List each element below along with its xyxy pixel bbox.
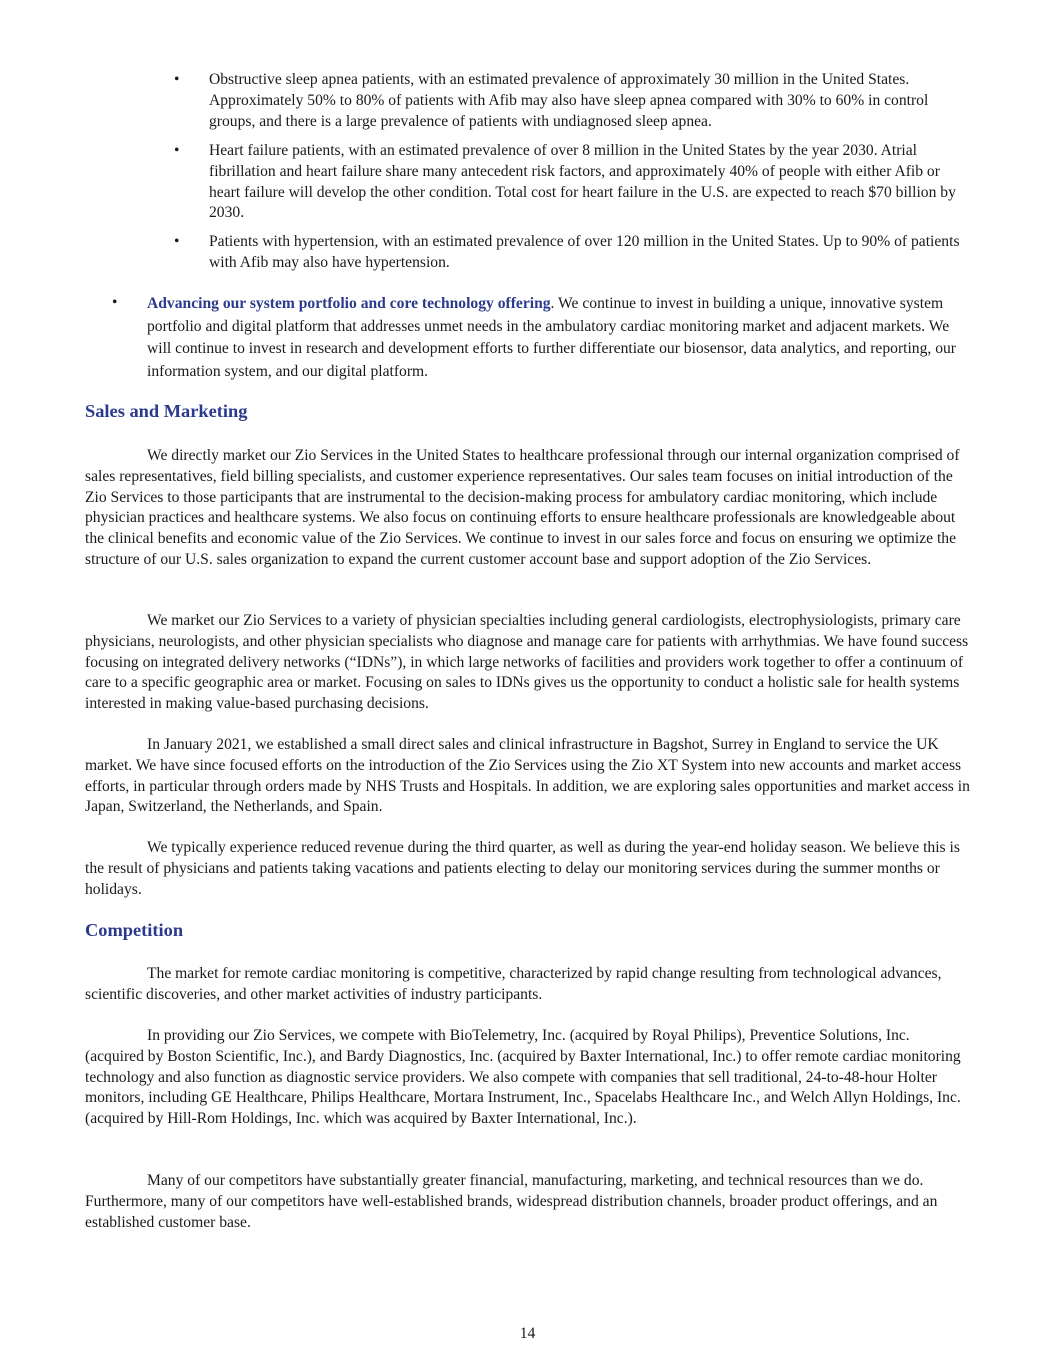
bullet-marker: • — [112, 294, 118, 311]
sub-bullet-text: Obstructive sleep apnea patients, with an estimated prevalence of approximately 30 million in the United States. Approximately 50% to 80% of patients with Afib may also have sleep apnea compared with 30% to 60% in control groups, and there is a large prevalence of patients with undiagnosed sleep apnea. — [209, 71, 929, 130]
paragraph: We directly market our Zio Services in the United States to healthcare professional through our internal organization comprised of sales representatives, field billing specialists, and customer experience representatives. Our sales team focuses on initial introduction of the Zio Services to those participants that are instrumental to the decision-making process for ambulatory cardiac monitoring, which include physician practices and healthcare systems. We also focus on continuing efforts to ensure healthcare professionals are knowledgeable about the clinical benefits and economic value of the Zio Services. We continue to invest in our sales force and focus on ensuring we optimize the structure of our U.S. sales organization to expand the current customer account base and support adoption of the Zio Services. — [85, 447, 960, 568]
paragraph: We market our Zio Services to a variety of physician specialties including general cardiologists, electrophysiologists, primary care physicians, neurologists, and other physician specialists who diagnose and manage care for patients with arrhythmias. We have found success focusing on integrated delivery networks (“IDNs”), in which large networks of facilities and providers work together to offer a continuum of care to a specific geographic area or market. Focusing on sales to IDNs gives us the opportunity to conduct a holistic sale for health systems interested in making value-based purchasing decisions. — [85, 612, 969, 713]
bullet-marker: • — [174, 233, 180, 250]
main-bullet-text — [147, 293, 967, 383]
paragraph: Many of our competitors have substantially greater financial, manufacturing, marketing, and technical resources than we do. Furthermore, many of our competitors have well-established brands, widespread distribution channels, broader product offerings, and an established customer base. — [85, 1172, 938, 1231]
bullet-marker: • — [174, 142, 180, 159]
page-number: 14 — [519, 1325, 536, 1342]
bullet-marker: • — [174, 71, 180, 88]
bullet-body: . We continue to invest in building a unique, innovative system portfolio and digital platform that addresses unmet needs in the ambulatory cardiac monitoring market and adjacent markets. We will continue to invest in research and development efforts to further differentiate our biosensor, data analytics, and reporting, our information system, and our digital platform. — [147, 295, 956, 380]
paragraph: In providing our Zio Services, we compete with BioTelemetry, Inc. (acquired by Royal Philips), Preventice Solutions, Inc. (acquired by Boston Scientific, Inc.), and Bardy Diagnostics, Inc. (acquired by Baxter International, Inc.) to offer remote cardiac monitoring technology and also function as diagnostic service providers. We also compete with companies that sell traditional, 24-to-48-hour Holter monitors, including GE Healthcare, Philips Healthcare, Mortara Instrument, Inc., Spacelabs Healthcare Inc., and Welch Allyn Holdings, Inc. (acquired by Hill-Rom Holdings, Inc. which was acquired by Baxter International, Inc.). — [85, 1027, 961, 1128]
sub-bullet-text: Patients with hypertension, with an estimated prevalence of over 120 million in the United States. Up to 90% of patients with Afib may also have hypertension. — [209, 233, 960, 271]
sub-bullet-text: Heart failure patients, with an estimated prevalence of over 8 million in the United States by the year 2030. Atrial fibrillation and heart failure share many antecedent risk factors, and approximately 40% of people with either Afib or heart failure will develop the other condition. Total cost for heart failure in the U.S. are expected to reach $70 billion by 2030. — [209, 142, 956, 222]
section-heading-competition: Competition — [85, 920, 184, 940]
bullet-highlight: Advancing our system portfolio and core technology offering — [147, 295, 551, 312]
paragraph: We typically experience reduced revenue during the third quarter, as well as during the year-end holiday season. We believe this is the result of physicians and patients taking vacations and patients electing to delay our monitoring services during the summer months or holidays. — [85, 839, 960, 898]
section-heading-sales: Sales and Marketing — [85, 401, 248, 421]
paragraph: In January 2021, we established a small direct sales and clinical infrastructure in Bagshot, Surrey in England to service the UK market. We have since focused efforts on the introduction of the Zio Services using the Zio XT System into new accounts and market access efforts, in particular through orders made by NHS Trusts and Hospitals. In addition, we are exploring sales opportunities and market access in Japan, Switzerland, the Netherlands, and Spain. — [85, 736, 970, 816]
paragraph: The market for remote cardiac monitoring is competitive, characterized by rapid change resulting from technological advances, scientific discoveries, and other market activities of industry participants. — [85, 965, 942, 1003]
